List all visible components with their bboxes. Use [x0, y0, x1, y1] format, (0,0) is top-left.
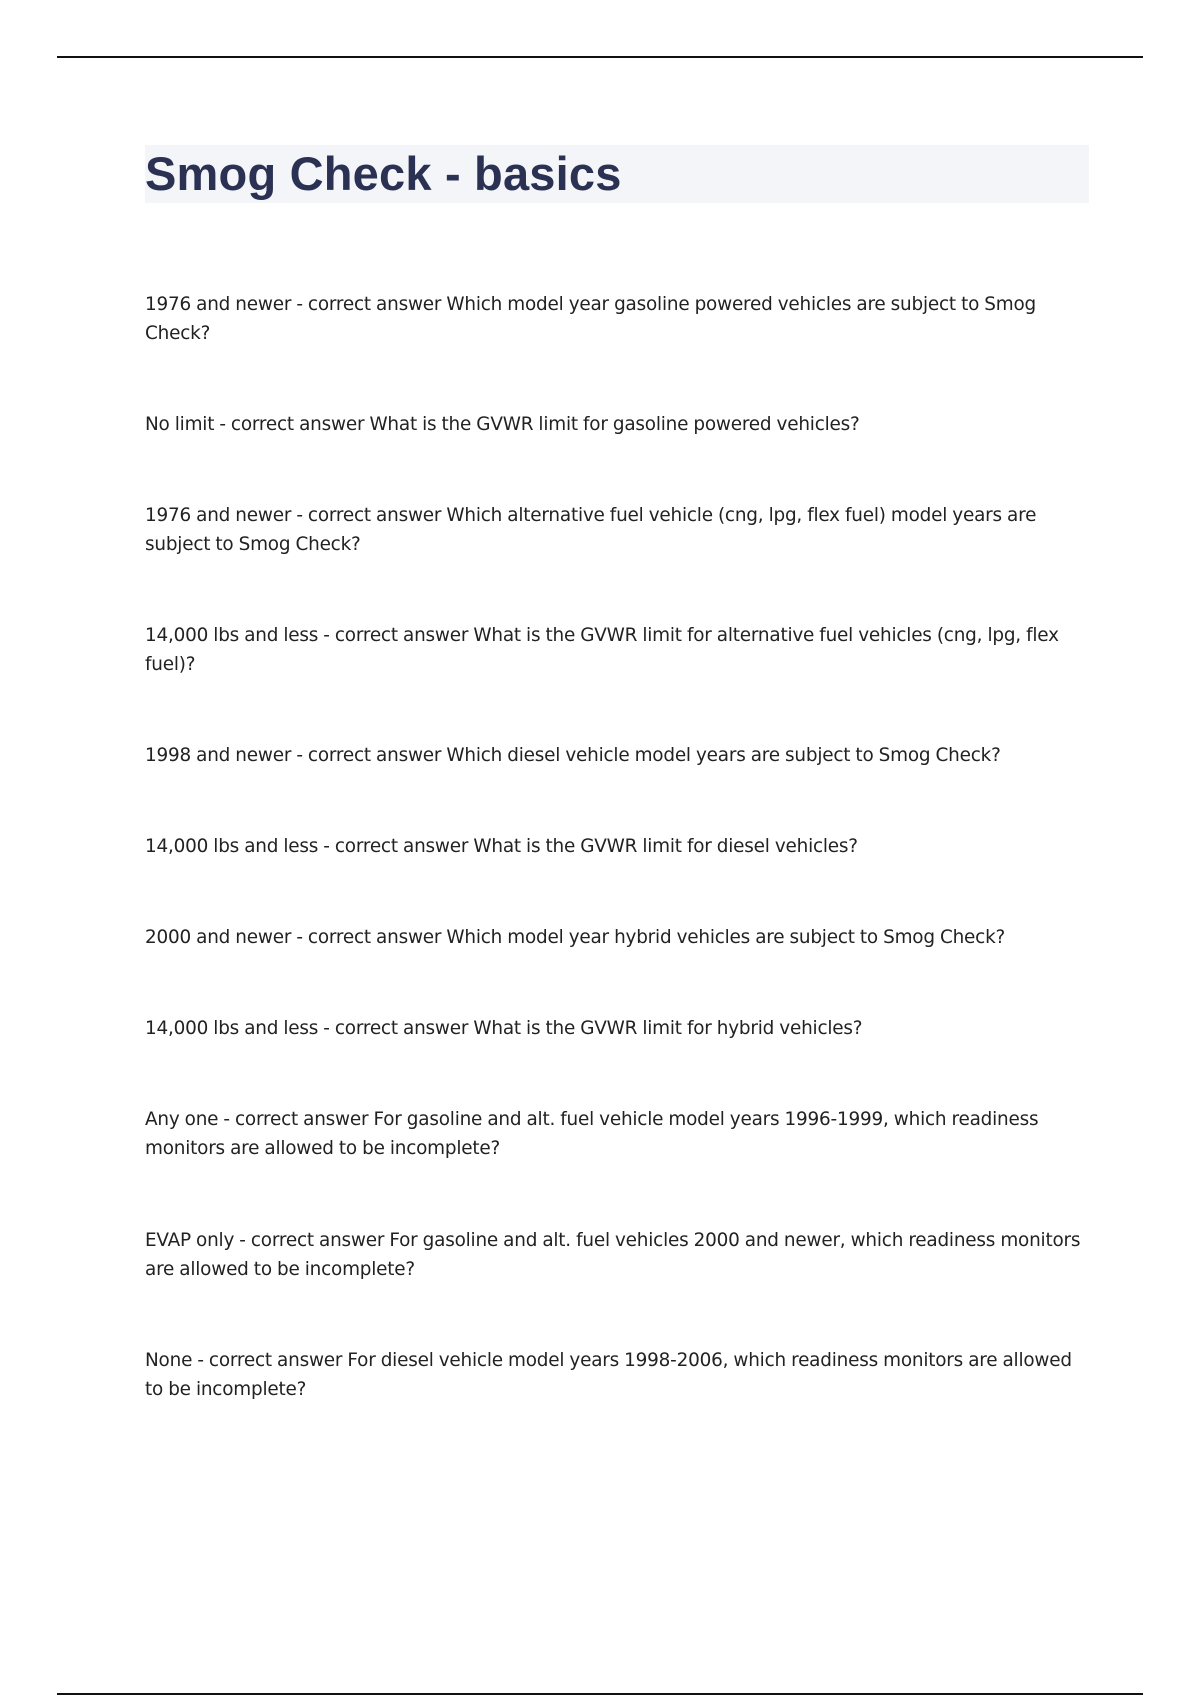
page-title: Smog Check - basics	[145, 147, 622, 200]
qa-item-9: Any one - correct answer For gasoline and alt. fuel vehicle model years 1996-1999, which readiness monitors are allowed to be incomplete?	[145, 1109, 1039, 1159]
qa-item-11: None - correct answer For diesel vehicle model years 1998-2006, which readiness monitors are allowed to be incomplete?	[145, 1350, 1072, 1400]
qa-item-6: 14,000 lbs and less - correct answer What is the GVWR limit for diesel vehicles?	[145, 836, 858, 857]
title-box	[145, 145, 1089, 203]
qa-item-4: 14,000 lbs and less - correct answer What is the GVWR limit for alternative fuel vehicles (cng, lpg, flex fuel)?	[145, 625, 1059, 675]
qa-item-10: EVAP only - correct answer For gasoline and alt. fuel vehicles 2000 and newer, which readiness monitors are allowed to be incomplete?	[145, 1230, 1081, 1280]
qa-item-8: 14,000 lbs and less - correct answer What is the GVWR limit for hybrid vehicles?	[145, 1018, 863, 1039]
qa-item-7: 2000 and newer - correct answer Which model year hybrid vehicles are subject to Smog Check?	[145, 927, 1006, 948]
footer-rule	[57, 1693, 1143, 1695]
qa-item-1: 1976 and newer - correct answer Which model year gasoline powered vehicles are subject to Smog Check?	[145, 294, 1036, 344]
qa-item-3: 1976 and newer - correct answer Which alternative fuel vehicle (cng, lpg, flex fuel) model years are subject to Smog Check?	[145, 505, 1037, 555]
qa-item-2: No limit - correct answer What is the GVWR limit for gasoline powered vehicles?	[145, 414, 860, 435]
header-rule	[57, 56, 1143, 58]
qa-item-5: 1998 and newer - correct answer Which diesel vehicle model years are subject to Smog Check?	[145, 745, 1001, 766]
